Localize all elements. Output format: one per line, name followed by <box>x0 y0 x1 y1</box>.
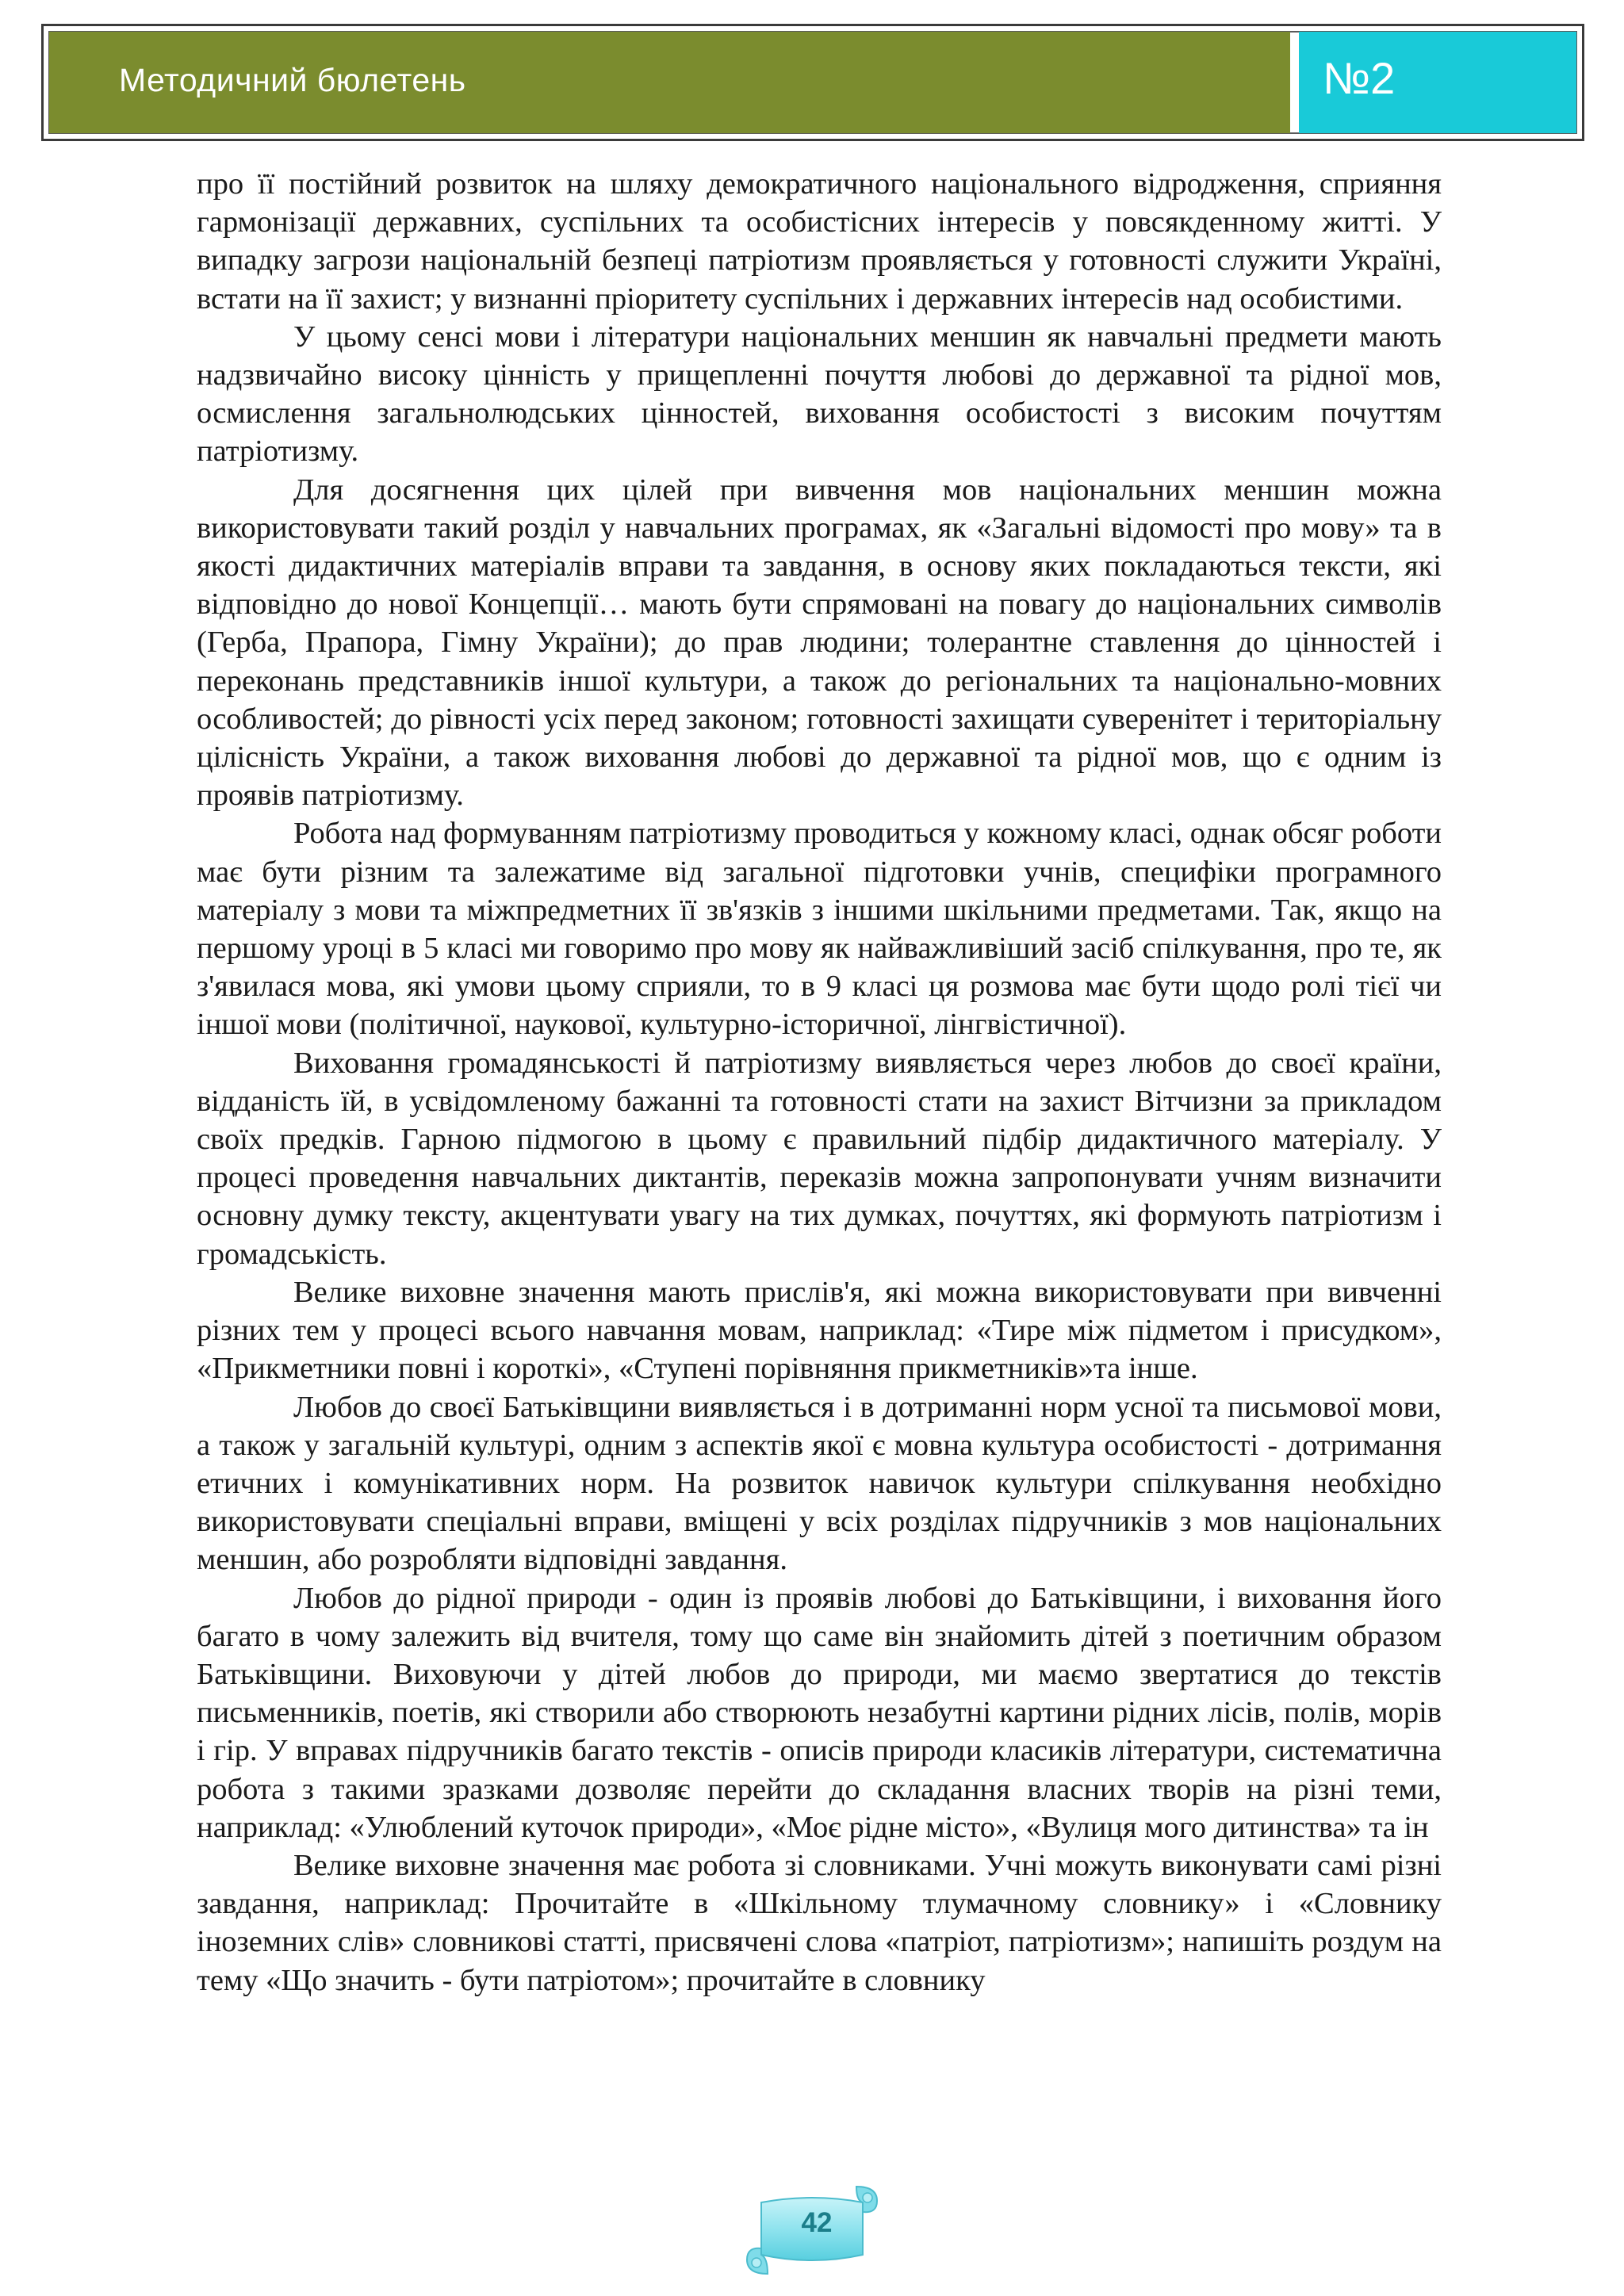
paragraph-9: Велике виховне значення має робота зі словниками. Учні можуть виконувати самі різні завдання, наприклад: Прочитайте в «Шкільному тлумачному словнику» і «Словнику іноземних слів» словникові статті, присвячені слова «патріот, патріотизм»; напишіть роздум на тему «Що значить - бути патріотом»; прочитайте в словнику <box>197 1848 1442 1997</box>
paragraph-7: Любов до своєї Батьківщини виявляється і в дотриманні норм усної та письмової мови, а також у загальній культурі, одним з аспектів якої є мовна культура особистості - дотримання етичних і комунікативних норм. На розвиток навичок культури спілкування необхідно використовувати спеціальні вправи, вміщені у всіх розділах підручників з мов національних меншин, або розробляти відповідні завдання. <box>197 1390 1442 1577</box>
page-number: 42 <box>801 2207 833 2238</box>
paragraph-8: Любов до рідної природи - один із проявів любові до Батьківщини, і виховання його багато в чому залежить від вчителя, тому що саме він знайомить дітей з поетичним образом Батьківщини. Виховуючи у дітей любов до природи, ми маємо звертатися до текстів письменників, поетів, які створили або створюють незабутні картини рідних лісів, полів, морів і гір. У вправах підручників багато текстів - описів природи класиків літератури, систематична робота з такими зразками дозволяє перейти до складання власних творів на різні теми, наприклад: «Улюблений куточок природи», «Моє рідне місто», «Вулиця мого дитинства» та ін <box>197 1581 1442 1844</box>
issue-number: №2 <box>1323 53 1396 103</box>
paragraph-5: Виховання громадянськості й патріотизму виявляється через любов до своєї країни, відданість їй, в усвідомленому бажанні та готовності стати на захист Вітчизни за прикладом своїх предків. Гарною підмогою в цьому є правильний підбір дидактичного матеріалу. У процесі проведення навчальних диктантів, переказів можна запропонувати учням визначити основну думку тексту, акцентувати увагу на тих думках, почуттях, які формують патріотизм і громадськість. <box>197 1046 1442 1271</box>
paragraph-6: Велике виховне значення мають прислів'я, які можна використовувати при вивченні різних тем у процесі всього навчання мовам, наприклад: «Тире між підметом і присудком», «Прикметники повні і короткі», «Ступені порівняння прикметників»та інше. <box>197 1275 1442 1386</box>
paragraph-3: Для досягнення цих цілей при вивчення мов національних меншин можна використовувати такий розділ у навчальних програмах, як «Загальні відомості про мову» та в якості дидактичних матеріалів вправи та завдання, в основу яких покладаються тексти, які відповідно до нової Концепції… мають бути спрямовані на повагу до національних символів (Герба, Прапора, Гімну України); до прав людини; толерантне ставлення до цінностей і переконань представників іншої культури, а також до регіональних та національно-мовних особливостей; до рівності усіх перед законом; готовності захищати суверенітет і територіальну цілісність України, а також виховання любові до державної та рідної мов, що є одним із проявів патріотизму. <box>197 473 1442 813</box>
paragraph-1: про її постійний розвиток на шляху демократичного національного відродження, сприяння гармонізації державних, суспільних та особистісних інтересів у повсякденному житті. У випадку загрози національній безпеці патріотизм проявляється у готовності служити Україні, встати на її захист; у визнанні пріоритету суспільних і державних інтересів над особистими. <box>197 167 1442 316</box>
paragraph-2: У цьому сенсі мови і літератури національних меншин як навчальні предмети мають надзвичайно високу цінність у прищепленні почуття любові до державної та рідної мов, осмислення загальнолюдських цінностей, виховання особистості з високим почуттям патріотизму. <box>197 320 1442 469</box>
paragraph-4: Робота над формуванням патріотизму проводиться у кожному класі, однак обсяг роботи має бути різним та залежатиме від загальної підготовки учнів, специфіки програмного матеріалу з мови та міжпредметних її зв'язків з іншими шкільними предметами. Так, якщо на першому уроці в 5 класі ми говоримо про мову як найважливіший засіб спілкування, про те, як з'явилася мова, які умови цьому сприяли, то в 9 класі ця розмова має бути щодо ролі тієї чи іншої мови (політичної, наукової, культурно-історичної, лінгвістичної). <box>197 817 1442 1042</box>
article-body <box>197 165 1442 1999</box>
bulletin-title: Методичний бюлетень <box>119 62 466 98</box>
